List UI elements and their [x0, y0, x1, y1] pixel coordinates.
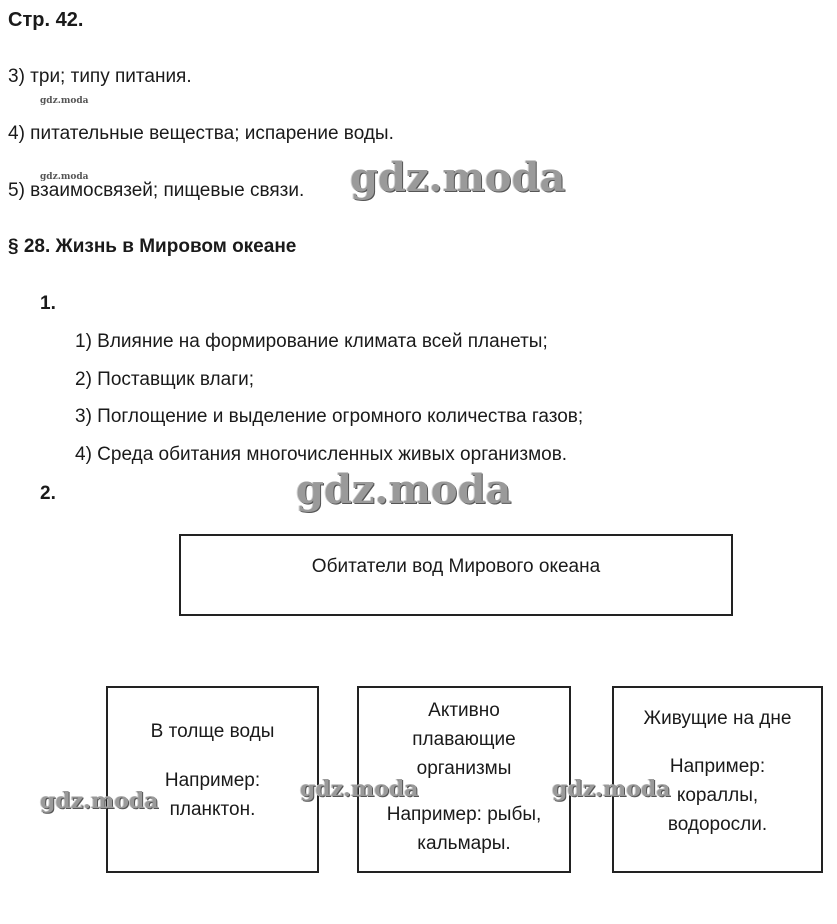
watermark-logo: gdz.moda	[40, 172, 89, 182]
task1-item: 4) Среда обитания многочисленных живых организмов.	[75, 444, 568, 465]
diagram-child-example: Например: планктон.	[164, 770, 261, 820]
watermark-logo: gdz.moda	[40, 96, 89, 106]
diagram-root-box	[179, 534, 733, 616]
diagram-child-example: Например: рыбы, кальмары.	[386, 804, 542, 854]
task1-item: 3) Поглощение и выделение огромного количества газов;	[75, 406, 584, 427]
diagram-child-title: Активно плавающие организмы	[412, 700, 516, 779]
task1-item: 2) Поставщик влаги;	[75, 369, 255, 390]
task1-item: 1) Влияние на формирование климата всей планеты;	[75, 331, 548, 352]
diagram-child-title: Живущие на дне	[643, 708, 792, 729]
answer-line-5: 5) взаимосвязей; пищевые связи.	[8, 180, 305, 201]
section-title: § 28. Жизнь в Мировом океане	[8, 236, 297, 257]
watermark-logo: gdz.moda	[350, 154, 566, 201]
answer-line-4: 4) питательные вещества; испарение воды.	[8, 123, 394, 144]
watermark-logo: gdz.moda	[552, 776, 671, 802]
watermark-logo: gdz.moda	[40, 788, 159, 814]
diagram-child-example: Например: кораллы, водоросли.	[667, 756, 768, 835]
task2-number: 2.	[40, 483, 56, 504]
diagram-root-label: Обитатели вод Мирового океана	[311, 556, 601, 577]
watermark-logo: gdz.moda	[296, 466, 512, 513]
diagram-child-title: В толще воды	[150, 721, 275, 742]
diagram-child-box	[106, 686, 319, 873]
watermark-logo: gdz.moda	[300, 776, 419, 802]
page-header: Стр. 42.	[8, 9, 84, 31]
task1-number: 1.	[40, 293, 56, 314]
answer-line-3: 3) три; типу питания.	[8, 66, 192, 87]
